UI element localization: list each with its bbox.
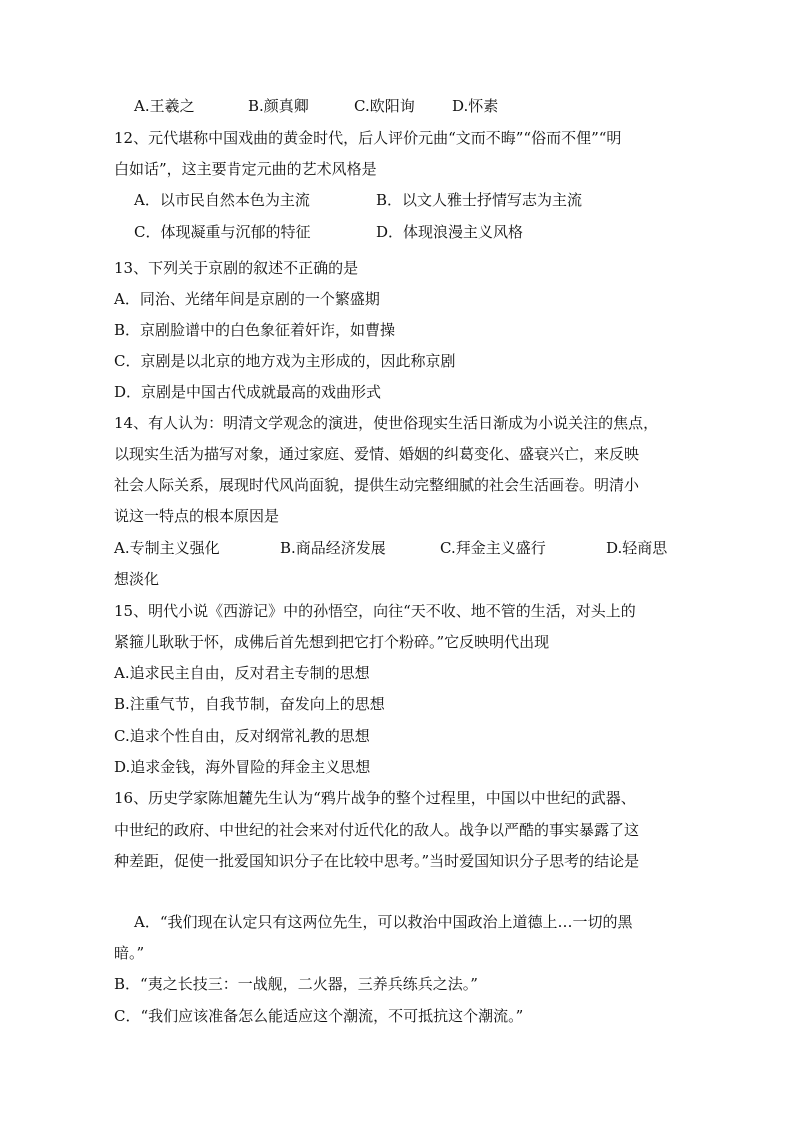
q13-option-b: B．京剧脸谱中的白色象征着奸诈，如曹操 <box>114 321 396 339</box>
q12-option-d: D．体现浪漫主义风格 <box>376 223 524 241</box>
q14-stem-line-1: 14、有人认为：明清文学观念的演进，使世俗现实生活日渐成为小说关注的焦点， <box>114 414 659 432</box>
q15-option-a: A.追求民主自由，反对君主专制的思想 <box>114 664 370 682</box>
q15-stem-line-2: 紧箍儿耿耿于怀，成佛后首先想到把它打个粉碎。”它反映明代出现 <box>114 633 550 651</box>
q16-option-a-line-2: 暗。” <box>114 944 145 962</box>
q12-stem-line-2: 白如话”，这主要肯定元曲的艺术风格是 <box>114 160 377 178</box>
q14-stem-line-4: 说这一特点的根本原因是 <box>114 507 280 525</box>
q14-option-c: C.拜金主义盛行 <box>440 539 546 557</box>
q11-option-a: A.王羲之 <box>134 97 195 115</box>
q15-option-d: D.追求金钱，海外冒险的拜金主义思想 <box>114 758 371 776</box>
q14-option-b: B.商品经济发展 <box>280 539 386 557</box>
q16-option-c: C．“我们应该准备怎么能适应这个潮流，不可抵抗这个潮流。” <box>114 1007 524 1025</box>
q14-option-d-continued: 想淡化 <box>114 570 160 588</box>
q13-option-c: C．京剧是以北京的地方戏为主形成的，因此称京剧 <box>114 352 456 370</box>
q13-option-d: D．京剧是中国古代成就最高的戏曲形式 <box>114 383 382 401</box>
q14-stem-line-3: 社会人际关系，展现时代风尚面貌，提供生动完整细腻的社会生活画卷。明清小 <box>114 476 640 494</box>
q14-option-a: A.专制主义强化 <box>114 539 220 557</box>
q16-option-b: B．“夷之长技三：一战舰，二火器，三养兵练兵之法。” <box>114 975 478 993</box>
q15-stem-line-1: 15、明代小说《西游记》中的孙悟空，向往“天不收、地不管的生活，对头上的 <box>114 602 636 620</box>
q11-option-d: D.怀素 <box>452 97 499 115</box>
q12-option-a: A．以市民自然本色为主流 <box>134 191 310 209</box>
q15-option-c: C.追求个性自由，反对纲常礼教的思想 <box>114 727 370 745</box>
q16-stem-line-3: 种差距，促使一批爱国知识分子在比较中思考。”当时爱国知识分子思考的结论是 <box>114 852 640 870</box>
q16-stem-line-1: 16、历史学家陈旭麓先生认为“鸦片战争的整个过程里，中国以中世纪的武器、 <box>114 789 636 807</box>
q13-stem: 13、下列关于京剧的叙述不正确的是 <box>114 259 359 277</box>
q15-option-b: B.注重气节，自我节制，奋发向上的思想 <box>114 695 385 713</box>
q16-stem-line-2: 中世纪的政府、中世纪的社会来对付近代化的敌人。战争以严酷的事实暴露了这 <box>114 821 640 839</box>
q16-option-a-line-1: A．“我们现在认定只有这两位先生，可以救治中国政治上道德上…一切的黑 <box>134 913 633 931</box>
q12-stem-line-1: 12、元代堪称中国戏曲的黄金时代，后人评价元曲“文而不晦”“俗而不俚”“明 <box>114 129 622 147</box>
q11-option-c: C.欧阳询 <box>354 97 415 115</box>
q12-option-b: B．以文人雅士抒情写志为主流 <box>376 191 583 209</box>
q12-option-c: C．体现凝重与沉郁的特征 <box>134 223 311 241</box>
q11-option-b: B.颜真卿 <box>248 97 309 115</box>
q14-stem-line-2: 以现实生活为描写对象，通过家庭、爱情、婚姻的纠葛变化、盛衰兴亡，来反映 <box>114 445 640 463</box>
q14-option-d: D.轻商思 <box>606 539 668 557</box>
q13-option-a: A．同治、光绪年间是京剧的一个繁盛期 <box>114 290 380 308</box>
